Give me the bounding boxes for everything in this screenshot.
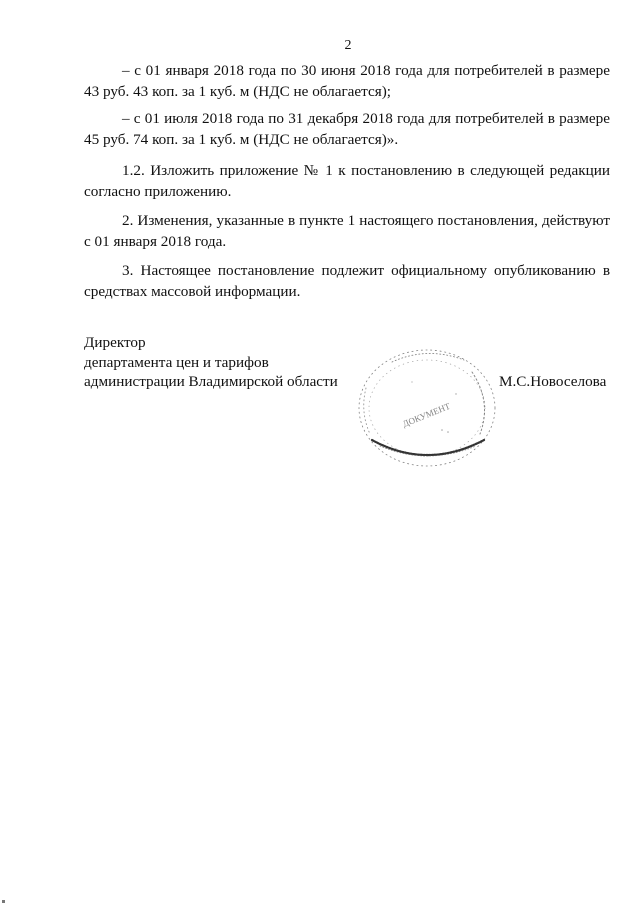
document-body [84, 60, 610, 310]
signature-title-block [84, 333, 338, 392]
signer-position-line-1: Директор [84, 334, 146, 351]
tariff-period-2: – с 01 июля 2018 года по 31 декабря 2018 года для потребителей в размере 45 руб. 74 коп. за 1 куб. м (НДС не облагается)». [84, 110, 610, 148]
tariff-period-1: – с 01 января 2018 года по 30 июня 2018 года для потребителей в размере 43 руб. 43 коп. за 1 куб. м (НДС не облагается); [84, 62, 610, 100]
clause-2: 2. Изменения, указанные в пункте 1 настоящего постановления, действуют с 01 января 2018 года. [84, 212, 610, 250]
scan-mark [2, 900, 5, 903]
page-number: 2 [344, 38, 352, 53]
seal-inner-text: ДОКУМЕНТ [401, 400, 452, 429]
round-seal-icon [352, 342, 502, 472]
signer-name: М.С.Новоселова [499, 373, 607, 390]
signer-position-line-3: администрации Владимирской области [84, 373, 338, 390]
signer-position-line-2: департамента цен и тарифов [84, 353, 269, 371]
clause-3: 3. Настоящее постановление подлежит официальному опубликованию в средствах массовой информации. [84, 262, 610, 300]
clause-1-2: 1.2. Изложить приложение № 1 к постановлению в следующей редакции согласно приложению. [84, 162, 610, 200]
